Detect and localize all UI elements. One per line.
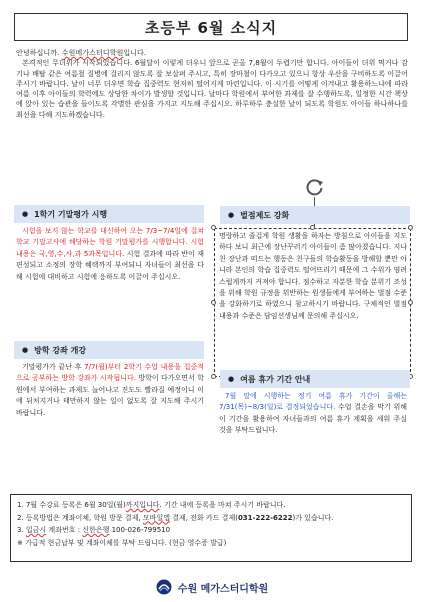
- logo-text: 수원 메가스터디학원: [177, 583, 269, 595]
- bullet-dot-icon: ●: [228, 211, 235, 219]
- section1-body: 시험을 보지 않는 학교를 대신하여 오는 7/3~7/4일에 걸쳐 학교 기말고사에 해당하는 학원 기말평가를 시행합니다. 시험 내용은 국,영,수,사,과 5과목입니다. 시험 결과에 따라 반이 재편성되고 소정의 장학 혜택까지 부여되니 자녀들이 최선을 다해 시험에 대비하고 시험에 응하도록 이끌어 주십시오.: [16, 227, 204, 281]
- section2-body: 기말평가가 끝난 후 7/7(월)부터 2학기 수업 내용을 집중적으로 공부하는 방학 강좌가 시작됩니다. 방학이 다가오면서 학원에서 부여하는 과제도 늘어나고 진도도 빨라질 예정이니 이에 뒤처지거나 태만하지 않는 일이 없도록 잘 지도해 주시기 바랍니다.: [16, 363, 204, 417]
- resize-handle-tr[interactable]: [408, 225, 413, 230]
- note-2: 2. 등록방법은 계좌이체, 학원 방문 결제, 모바일앱 결제, 전화 카드 결제(031-222-6222)가 있습니다.: [17, 513, 334, 522]
- section1-highlight: 시험을 보지 않는 학교를 대신하여 오는 7/3~7/4일에 걸쳐 학교 기말고사에 해당하는 학원 기말평가를 시행합니다. 시험 내용은 국,영,수,사,과 5과목입니다.: [16, 227, 204, 258]
- newsletter-title: [14, 13, 408, 41]
- intro-greeting: 안녕하십니까. 수원메가스터디학원입니다.: [16, 48, 147, 57]
- section3-header: ● 벌점제도 강화: [220, 206, 410, 224]
- title-text: 초등부 6월 소식지: [144, 18, 278, 37]
- bullet-dot-icon: ●: [22, 210, 29, 218]
- bullet-dot-icon: ●: [22, 346, 29, 354]
- section4-body: 7월 말에 시행하는 정기 여름 휴가 기간이 올해는 7/31(목)~8/3(일)로 결정되었습니다. 수업 결손을 막기 위해 이 기간을 활용하여 자녀들과의 여름 휴가 계획을 세워 주실 것을 부탁드립니다.: [219, 392, 407, 435]
- note-4: ※ 가급적 현금납부 및 계좌이체를 부탁 드립니다. (현금 영수증 발급): [17, 538, 227, 547]
- resize-handle-mr[interactable]: [408, 300, 413, 305]
- section4-header: ● 여름 휴가 기간 안내: [220, 370, 410, 388]
- academy-logo: [0, 578, 424, 596]
- resize-handle-tc[interactable]: [310, 225, 315, 230]
- bullet-dot-icon: ●: [228, 375, 235, 383]
- payment-notes: [10, 494, 412, 562]
- resize-handle-ml[interactable]: [211, 300, 216, 305]
- section2-highlight: 7/7(월)부터 2학기 수업 내용을 집중적으로 공부하는 방학 강좌가 시작됩니다.: [16, 363, 204, 383]
- resize-handle-bl[interactable]: [211, 374, 216, 379]
- note-3: 3. 입금시 계좌번호 : 신한은행 100-026-799510: [17, 526, 171, 534]
- resize-handle-tl[interactable]: [211, 225, 216, 230]
- section4-highlight: 7월 말에 시행하는 정기 여름 휴가 기간이 올해는 7/31(목)~8/3(일)로 결정되었습니다.: [219, 392, 407, 412]
- phone-number: 031-222-6222: [237, 513, 293, 522]
- intro-body: 본격적인 무더위가 시작되었습니다. 6월달이 이렇게 더우니 앞으로 곧올 7,8월이 두렵기만 합니다. 아이들이 더위 먹거나 감기나 배탈 같은 여름철 질병에 걸리지 않도록 잘 보살펴 주시고, 특히 장마철이 다가오고 있으니 항상 우산을 구비하도록 이끌어 주시기 바랍니다. 날이 너무 더우면 학습 집중력도 현저히 떨어지게 마련입니다. 이 시기를 어떻게 이겨내고 활용하느냐에 따라 여름 이후 아이들의 학력에도 상당한 차이가 발생할 것입니다. 날마다 학원에서 부여한 과제를 잘 수행하도록, 일정한 시간 책상에 앉아 있는 습관을 들이도록 각별한 관심을 가지고 지도해 주십시오. 하루하루 충실한 날이 되도록 학원도 아이들 하나하나를 최선을 다해 지도하겠습니다.: [16, 58, 408, 119]
- note-1: 1. 7월 수강료 등록은 6월 30일(월)까지입니다. 기간 내에 등록을 마쳐 주시기 바랍니다.: [17, 501, 286, 509]
- section3-body[interactable]: 명랑하고 즐겁게 학원 생활을 하자는 방침으로 아이들을 지도하다 보니 최근에 장난꾸러기 아이들이 좀 많아졌습니다. 지나친 장난과 떠드는 행동은 친구들의 학습활동을 방해할 뿐만 아니라 본인의 학습 집중력도 떨어뜨리기 때문에 그 수위가 염려스럽게까지 커져야 합니다. 점수하고 자분한 학습 분위기 조성을 위해 학원 규정을 위반하는 원생들에게 부여하는 벌점 수준을 강화하기로 하였으니 참고하시기 바랍니다. 구체적인 벌점 내용과 수준은 담임선생님께 문의해 주십시오.: [219, 232, 407, 320]
- rotate-handle-icon[interactable]: [305, 177, 325, 197]
- section2-header: ● 방학 강좌 개강: [14, 341, 204, 359]
- brand-logo-icon: [156, 579, 172, 595]
- academy-name: 수원메가스터디학원: [61, 48, 124, 57]
- intro-section: [16, 48, 408, 120]
- section1-header: ● 1학기 기말평가 시행: [14, 205, 204, 223]
